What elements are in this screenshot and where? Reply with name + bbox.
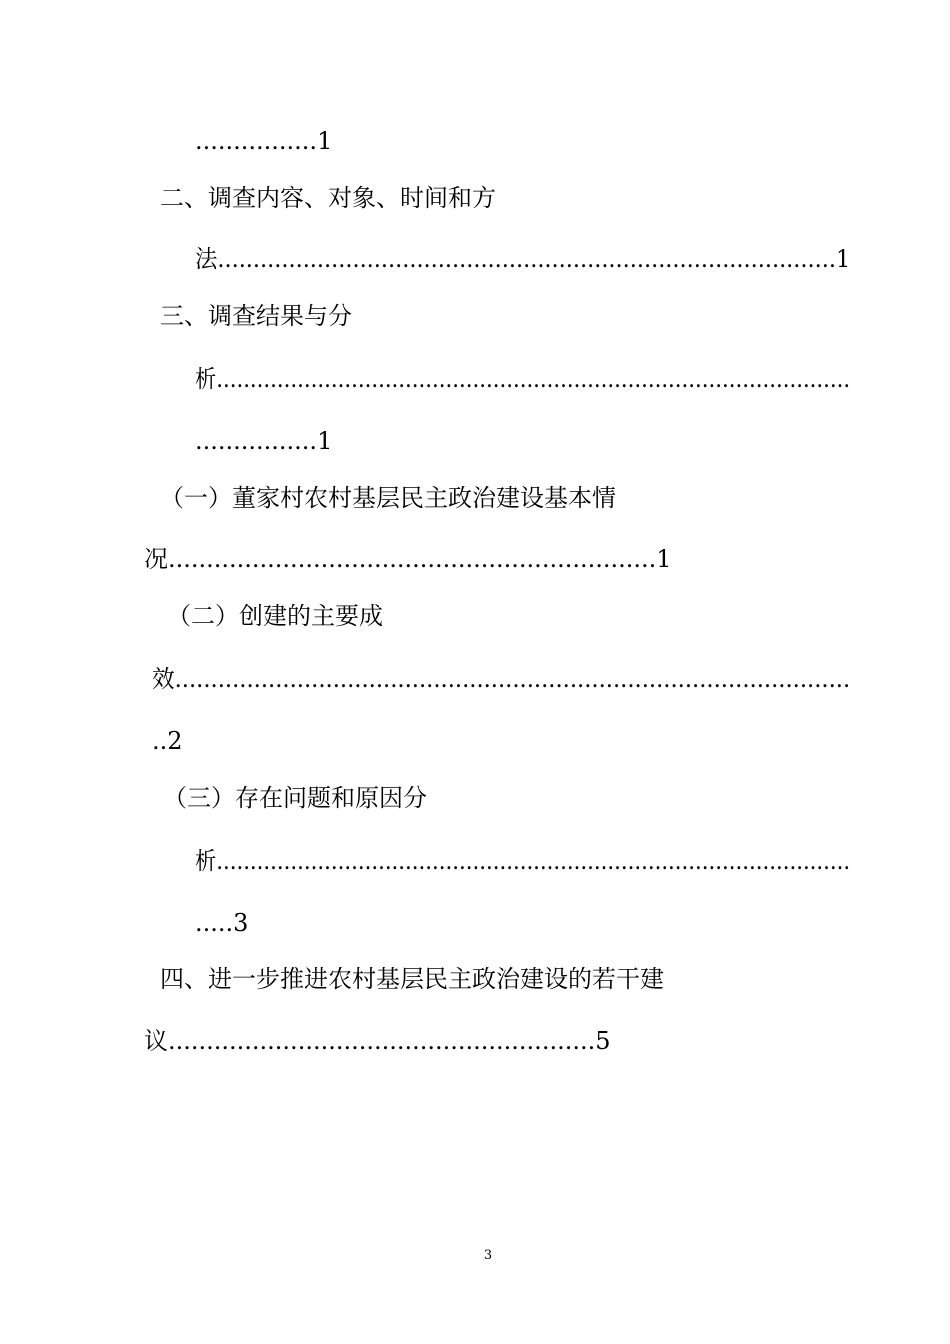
toc-line-1: ................1 [195, 127, 333, 155]
toc-line-14: .....3 [195, 909, 249, 937]
toc-line-11: ..2 [152, 727, 183, 755]
toc-line-8: 况................................................................1 [144, 545, 672, 573]
toc-line-5: 析.............................................................................................. [195, 365, 851, 393]
toc-line-16: 议........................................................5 [144, 1027, 611, 1055]
toc-line-9: （二）创建的主要成 [167, 602, 383, 630]
toc-line-7: （一）董家村农村基层民主政治建设基本情 [160, 484, 616, 512]
toc-line-6: ................1 [195, 427, 333, 455]
toc-line-3: 法.......................................................................................1 [195, 245, 851, 273]
toc-line-15: 四、进一步推进农村基层民主政治建设的若干建 [160, 965, 664, 993]
page-number: 3 [483, 1248, 493, 1263]
toc-line-13: 析.............................................................................................. [195, 847, 851, 875]
toc-line-12: （三）存在问题和原因分 [163, 784, 427, 812]
toc-line-10: 效.............................................................................................. [152, 665, 851, 693]
toc-line-4: 三、调查结果与分 [160, 302, 352, 330]
toc-line-2: 二、调查内容、对象、时间和方 [160, 184, 496, 212]
